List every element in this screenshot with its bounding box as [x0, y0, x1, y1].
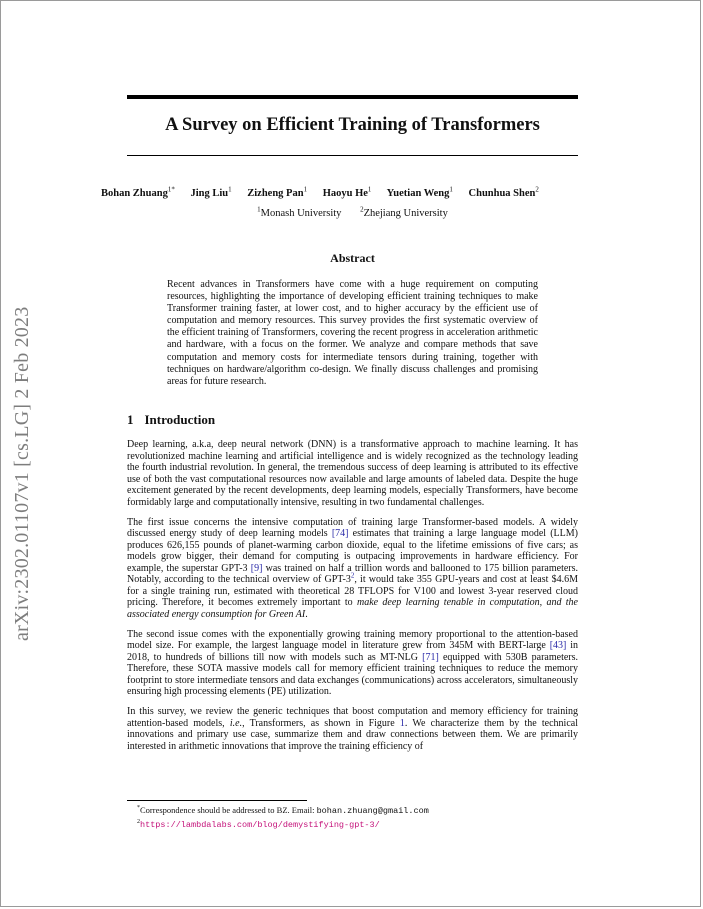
footnote: *Correspondence should be addressed to BZ. Email: bohan.zhuang@gmail.com [137, 804, 429, 816]
paragraph: The first issue concerns the intensive computation of training large Transformer-based models. A widely discussed energy study of deep learning models [74] estimates that training a large language model (LLM) produces 626,155 pounds of planet-warming carbon dioxide, equal to the lifetime emissions of five cars; as models grow bigger, their demand for computing is outpacing improvements in hardware efficiency. For example, the superstar GPT-3 [9] was trained on half a trillion words and ballooned to 175 billion parameters. Notably, according to the technical overview of GPT-3$^2$, it would take 355 GPU-years and cost at least $4.6M for a single training run, estimated with theoretical 28 TFLOPS for V100 and lowest 3-year reserved cloud pricing. Therefore, it becomes extremely important to make deep learning tenable in computation, and the associated energy consumption for Green AI. [127, 516, 579, 620]
figure-link[interactable]: 1 [399, 717, 405, 729]
author: Zizheng Pan$^1$ [247, 185, 308, 199]
affiliation: $^1$Monash University [257, 205, 342, 219]
footnote: $^2$https://lambdalabs.com/blog/demystifying-gpt-3/ [137, 818, 380, 830]
abstract-heading: Abstract [330, 251, 375, 265]
citation-link[interactable]: [43] [549, 640, 567, 651]
citation-link[interactable]: [71] [422, 651, 439, 663]
paragraph: The second issue comes with the exponentially growing training memory proportional to the attention-based model size. For example, the largest language model in literature grew from 345M with BERT-large [43] in 2018, to hundreds of billions till now with models such as MT-NLG [71] equipped with 530B parameters. Therefore, these SOTA massive models call for memory efficient training techniques to reduce the memory footprint to store intermediate tensors and data exchanges (communications) across accelerators, simultaneously ensuring high processing elements (PE) utilization. [127, 628, 579, 697]
abstract-text: Recent advances in Transformers have come with a huge requirement on computing resources, highlighting the importance of developing efficient training techniques to make Transformer training faster, at lower cost, and to higher accuracy by the efficient use of computation and memory resources. This survey provides the first systematic overview of the efficient training of Transformers, covering the recent progress in acceleration arithmetic and hardware, with a focus on the former. We analyze and compare methods that save computation and memory costs for intermediate tensors during training, together with techniques on hardware/algorithm co-design. We finally discuss challenges and promising areas for future research. [167, 279, 538, 387]
arxiv-stamp: arXiv:2302.01107v1 [cs.LG] 2 Feb 2023 [11, 306, 33, 641]
section-number: 1 [127, 412, 134, 427]
author: Bohan Zhuang$^{1*}$ [101, 185, 175, 199]
author: Jing Liu$^1$ [190, 185, 232, 199]
title-rule-top [127, 95, 578, 99]
section-title: Introduction [144, 412, 216, 427]
email[interactable]: bohan.zhuang@gmail.com [316, 805, 429, 816]
affiliation: $^2$Zhejiang University [360, 205, 448, 219]
footnote-link[interactable]: 2 [350, 571, 355, 580]
title-rule-bottom [127, 155, 578, 156]
paragraph: Deep learning, a.k.a, deep neural network (DNN) is a transformative approach to machine learning. It has revolutionized machine learning and artificial intelligence and is widely recognized as the technology leading the fourth industrial revolution. In general, the tremendous success of deep learning is attributed to its effective use of both the vast computational resources now available and large amounts of labeled data. Despite the huge excitement generated by the recent developments, deep learning models, especially Transformers, have become formidably large and computationally intensive, resulting in two fundamental challenges. [127, 439, 578, 508]
author: Haoyu He$^1$ [322, 185, 372, 199]
paragraph: In this survey, we review the generic techniques that boost computation and memory efficiency for training attention-based models, i.e., Transformers, as shown in Figure 1. We characterize them by the technical innovations and primary use case, summarize them and draw connections between them. We are primarily interested in arithmetic innovations that improve the training efficiency of [127, 706, 578, 752]
author-list [101, 185, 631, 199]
section-heading [127, 412, 215, 428]
footnote-rule [127, 800, 307, 801]
author: Chunhua Shen$^2$ [468, 185, 539, 199]
body-text [127, 439, 578, 761]
citation-link[interactable]: [74] [331, 528, 349, 539]
footnote-url[interactable]: https://lambdalabs.com/blog/demystifying-gpt-3/ [140, 819, 380, 830]
author: Yuetian Weng$^1$ [386, 185, 453, 199]
affiliations [101, 205, 604, 219]
citation-link[interactable]: [9] [250, 562, 263, 574]
footnotes [137, 803, 577, 831]
paper-title: A Survey on Efficient Training of Transformers [165, 115, 540, 135]
